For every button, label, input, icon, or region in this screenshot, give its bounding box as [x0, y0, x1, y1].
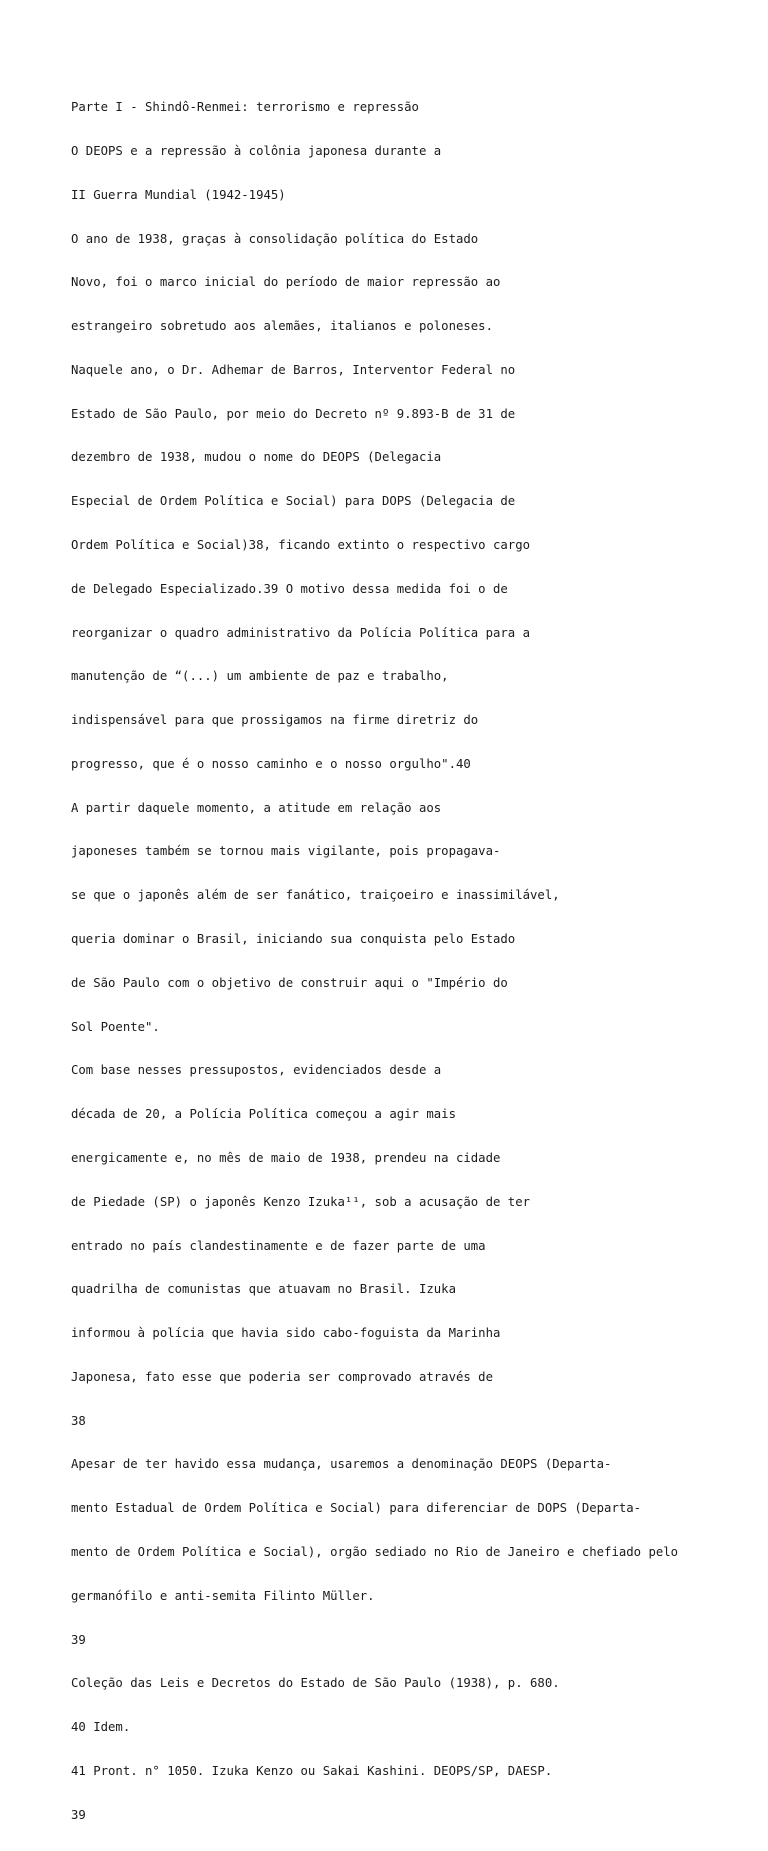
body-line: A partir daquele momento, a atitude em relação aos [71, 800, 442, 815]
body-line: de Delegado Especializado.39 O motivo dessa medida foi o de [71, 581, 508, 596]
body-line: se que o japonês além de ser fanático, traiçoeiro e inassimilável, [71, 888, 560, 903]
body-line: queria dominar o Brasil, iniciando sua conquista pelo Estado [71, 932, 516, 947]
page-number: 39 [71, 1807, 86, 1822]
footnote-text: mento de Ordem Política e Social), orgão sediado no Rio de Janeiro e chefiado pelo [71, 1544, 679, 1559]
body-line: Estado de São Paulo, por meio do Decreto nº 9.893-B de 31 de [71, 406, 516, 421]
body-line: japoneses também se tornou mais vigilante, pois propagava- [71, 844, 501, 859]
body-line: década de 20, a Polícia Política começou a agir mais [71, 1107, 456, 1122]
body-line: Japonesa, fato esse que poderia ser comprovado através de [71, 1369, 493, 1384]
footnote-text: mento Estadual de Ordem Política e Social) para diferenciar de DOPS (Departa- [71, 1501, 642, 1516]
body-line: dezembro de 1938, mudou o nome do DEOPS (Delegacia [71, 450, 442, 465]
footnote-marker: 39 [71, 1632, 86, 1647]
body-line: informou à polícia que havia sido cabo-foguista da Marinha [71, 1326, 501, 1341]
body-line: Ordem Política e Social)38, ficando extinto o respectivo cargo [71, 538, 531, 552]
body-line: entrado no país clandestinamente e de fazer parte de uma [71, 1238, 486, 1253]
body-line: manutenção de “(...) um ambiente de paz e trabalho, [71, 669, 449, 684]
chapter-heading: Parte I - Shindô-Renmei: terrorismo e repressão [71, 100, 419, 115]
document-text [71, 71, 761, 1851]
footnote-marker: 38 [71, 1413, 86, 1428]
footnote-text: germanófilo e anti-semita Filinto Müller. [71, 1588, 375, 1603]
body-line: estrangeiro sobretudo aos alemães, italianos e poloneses. [71, 319, 493, 334]
footnote-text: Apesar de ter havido essa mudança, usaremos a denominação DEOPS (Departa- [71, 1457, 612, 1472]
body-line: Novo, foi o marco inicial do período de maior repressão ao [71, 275, 501, 290]
section-heading-continued: II Guerra Mundial (1942-1945) [71, 187, 286, 202]
body-line: Especial de Ordem Política e Social) para DOPS (Delegacia de [71, 494, 516, 509]
footnote-text: 41 Pront. n° 1050. Izuka Kenzo ou Sakai Kashini. DEOPS/SP, DAESP. [71, 1763, 553, 1778]
footnote-text: Coleção das Leis e Decretos do Estado de São Paulo (1938), p. 680. [71, 1676, 560, 1691]
body-line: O ano de 1938, graças à consolidação política do Estado [71, 231, 479, 246]
body-line: reorganizar o quadro administrativo da Polícia Política para a [71, 625, 531, 640]
footnote-text: 40 Idem. [71, 1720, 131, 1735]
body-line: Com base nesses pressupostos, evidenciados desde a [71, 1063, 442, 1078]
body-line: indispensável para que prossigamos na firme diretriz do [71, 713, 479, 728]
body-line: de São Paulo com o objetivo de construir aqui o "Império do [71, 975, 508, 990]
body-line: de Piedade (SP) o japonês Kenzo Izuka¹¹, sob a acusação de ter [71, 1194, 531, 1209]
body-line: energicamente e, no mês de maio de 1938, prendeu na cidade [71, 1150, 501, 1165]
body-line: Naquele ano, o Dr. Adhemar de Barros, Interventor Federal no [71, 362, 516, 377]
body-line: Sol Poente". [71, 1019, 160, 1034]
body-line: quadrilha de comunistas que atuavam no Brasil. Izuka [71, 1282, 456, 1297]
body-line: progresso, que é o nosso caminho e o nosso orgulho".40 [71, 756, 471, 771]
section-heading: O DEOPS e a repressão à colônia japonesa durante a [71, 143, 442, 158]
